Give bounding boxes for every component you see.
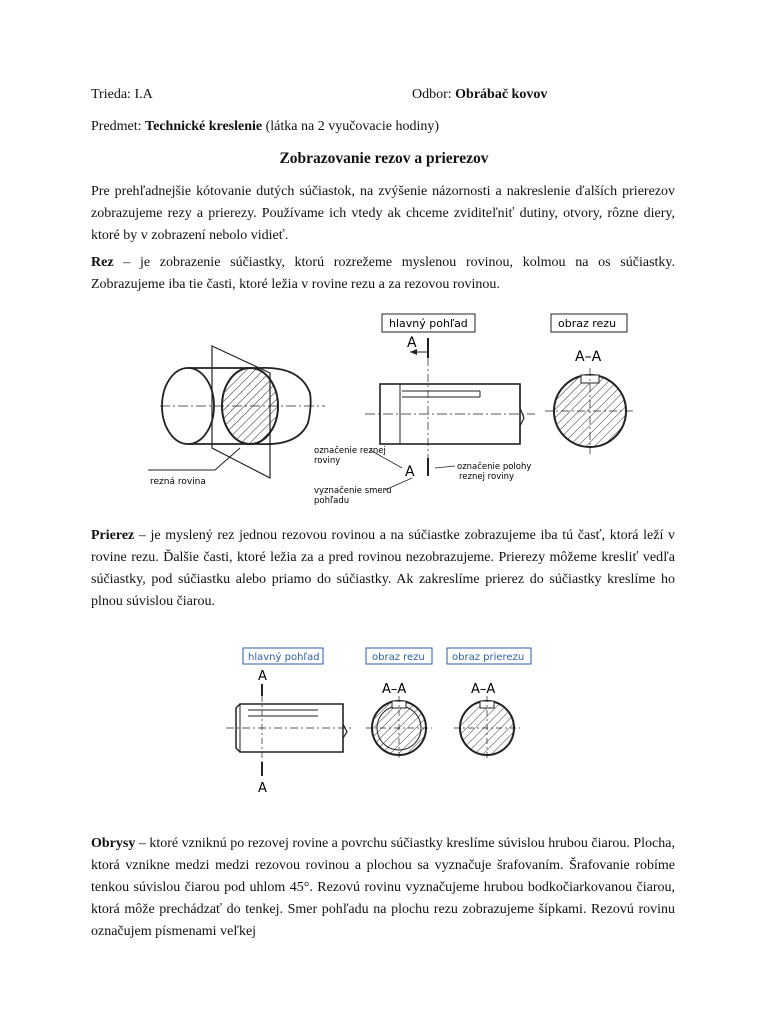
- field-value: Obrábač kovov: [455, 87, 548, 102]
- label-direction-2: pohľadu: [314, 496, 350, 506]
- class-line: [91, 87, 153, 103]
- label-position-2: reznej roviny: [459, 472, 514, 482]
- prierez-term: Prierez: [91, 528, 135, 543]
- letter-a-bottom: A: [405, 464, 415, 480]
- rez-text: – je zobrazenie súčiastky, ktorú rozrežeme myslenou rovinou, kolmou na os súčiastky. Zobrazujeme iba tie časti, ktoré ležia v rovine rezu a za rezovou rovinou.: [91, 255, 675, 292]
- figure-section-diagram: [140, 298, 650, 518]
- label-marking-2: roviny: [314, 456, 341, 466]
- letter-a-top: A: [407, 335, 417, 351]
- fig2-label-section: obraz rezu: [372, 652, 425, 663]
- rez-term: Rez: [91, 255, 114, 270]
- subject-value: Technické kreslenie: [145, 119, 263, 134]
- prierez-paragraph: [91, 525, 675, 613]
- rez-paragraph: [91, 252, 675, 296]
- label-cut-plane: rezná rovina: [150, 477, 206, 487]
- fig2-label-main-view: hlavný pohľad: [248, 652, 320, 663]
- subject-label: Predmet:: [91, 119, 146, 134]
- fig2-label-cross-section: obraz prierezu: [452, 652, 525, 663]
- label-marking-1: označenie reznej: [314, 446, 386, 456]
- label-main-view: hlavný pohľad: [389, 317, 468, 330]
- label-position-1: označenie polohy: [457, 462, 532, 472]
- class-label: Trieda:: [91, 87, 135, 102]
- fig2-section-mark-1: A–A: [382, 682, 407, 697]
- label-direction-1: vyznačenie smeru: [314, 486, 392, 496]
- class-value: I.A: [134, 87, 153, 102]
- obrysy-term: Obrysy: [91, 836, 136, 851]
- label-section: obraz rezu: [558, 317, 617, 330]
- page-title: Zobrazovanie rezov a prierezov: [279, 150, 489, 167]
- obrysy-paragraph: [91, 833, 675, 943]
- field-line: [412, 87, 547, 103]
- fig2-letter-a-top: A: [258, 669, 267, 684]
- subject-note: (látka na 2 vyučovacie hodiny): [262, 119, 439, 134]
- obrysy-text: – ktoré vzniknú po rezovej rovine a povrchu súčiastky kreslíme súvislou hrubou čiarou. Plocha, ktorá vznikne medzi medzi rezovou rovinou a plochou sa vyznačuje šrafovaním. Šrafovanie robíme tenkou súvislou čiarou pod uhlom 45°. Rezovú rovinu vyznačujeme hrubou bodkočiarkovanou čiarou, ktorá môže prechádzať do tenkej. Smer pohľadu na plochu rezu zobrazujeme šípkami. Rezovú rovinu označujem písmenami veľkej: [91, 836, 675, 939]
- fig2-section-mark-2: A–A: [471, 682, 496, 697]
- figure-cross-section-diagram: [218, 620, 538, 805]
- fig2-letter-a-bottom: A: [258, 781, 267, 796]
- subject-line: [91, 119, 439, 135]
- prierez-text: – je myslený rez jednou rezovou rovinou a na súčiastke zobrazujeme iba tú časť, ktorá leží v rovine rezu. Ďalšie časti, ktoré ležia za a pred rovinou nezobrazujeme. Prierezy môžeme kresliť vedľa súčiastky, pod súčiastku alebo priamo do súčiastky. Ak zakreslíme prierez do súčiastky kreslíme ho plnou súvislou čiarou.: [91, 528, 675, 609]
- intro-paragraph: Pre prehľadnejšie kótovanie dutých súčiastok, na zvýšenie názornosti a nakreslenie ďalších prierezov zobrazujeme rezy a prierezy. Používame ich vtedy ak chceme zviditeľniť dutiny, otvory, rôzne diery, ktoré by v zobrazení nebolo vidieť.: [91, 184, 675, 243]
- section-mark: A–A: [575, 349, 602, 365]
- field-label: Odbor:: [412, 87, 456, 102]
